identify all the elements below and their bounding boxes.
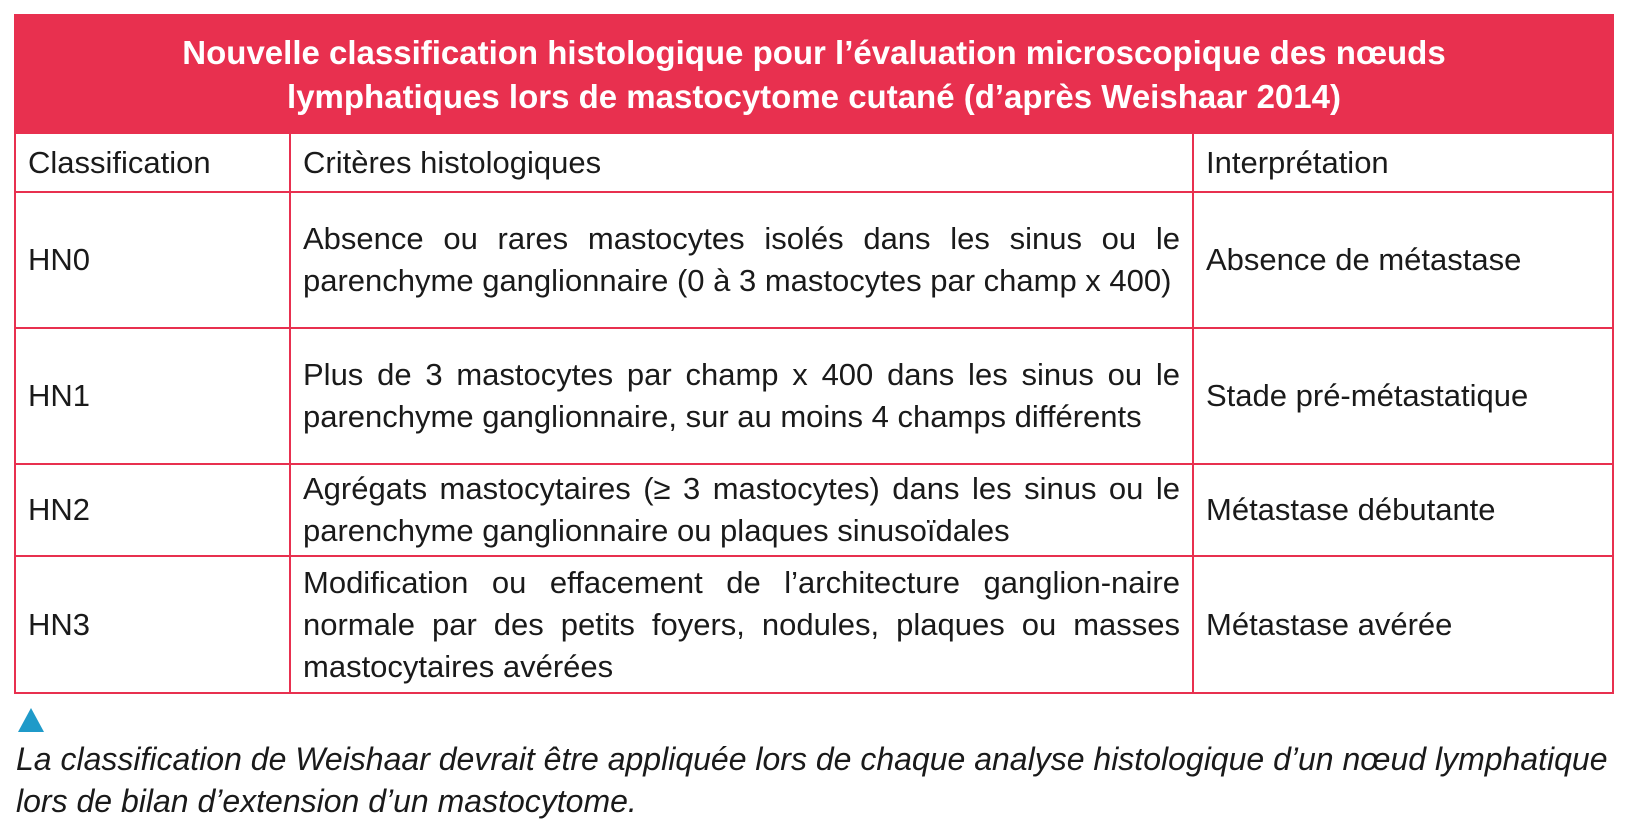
table-row (16, 556, 1612, 692)
cell-classification: HN1 (16, 328, 290, 464)
cell-criteres: Modification ou effacement de l’architecture ganglion-naire normale par des petits foyers, nodules, plaques ou masses mastocytaires avérées (290, 556, 1193, 692)
header-interpretation: Interprétation (1193, 134, 1612, 192)
table-row (16, 464, 1612, 556)
cell-criteres: Plus de 3 mastocytes par champ x 400 dans les sinus ou le parenchyme ganglionnaire, sur au moins 4 champs différents (290, 328, 1193, 464)
header-classification: Classification (16, 134, 290, 192)
cell-classification: HN3 (16, 556, 290, 692)
cell-classification: HN2 (16, 464, 290, 556)
cell-criteres: Agrégats mastocytaires (≥ 3 mastocytes) dans les sinus ou le parenchyme ganglionnaire ou plaques sinusoïdales (290, 464, 1193, 556)
cell-criteres: Absence ou rares mastocytes isolés dans les sinus ou le parenchyme ganglionnaire (0 à 3 mastocytes par champ x 400) (290, 192, 1193, 328)
table-title-line-2: lymphatiques lors de mastocytome cutané (d’après Weishaar 2014) (287, 78, 1341, 115)
table-title (16, 16, 1612, 134)
header-criteres: Critères histologiques (290, 134, 1193, 192)
classification-table (14, 14, 1614, 694)
cell-interpretation: Métastase débutante (1193, 464, 1612, 556)
cell-interpretation: Stade pré-métastatique (1193, 328, 1612, 464)
caption-text: La classification de Weishaar devrait être appliquée lors de chaque analyse histologique d’un nœud lymphatique lors de bilan d’extension d’un mastocytome. (16, 741, 1608, 819)
header-row (16, 134, 1612, 192)
cell-classification: HN0 (16, 192, 290, 328)
table-title-line-1: Nouvelle classification histologique pour l’évaluation microscopique des nœuds (182, 34, 1446, 71)
table-row (16, 192, 1612, 328)
cell-interpretation: Métastase avérée (1193, 556, 1612, 692)
cell-interpretation: Absence de métastase (1193, 192, 1612, 328)
table-row (16, 328, 1612, 464)
classification-grid (16, 134, 1612, 692)
triangle-up-icon (18, 708, 44, 732)
